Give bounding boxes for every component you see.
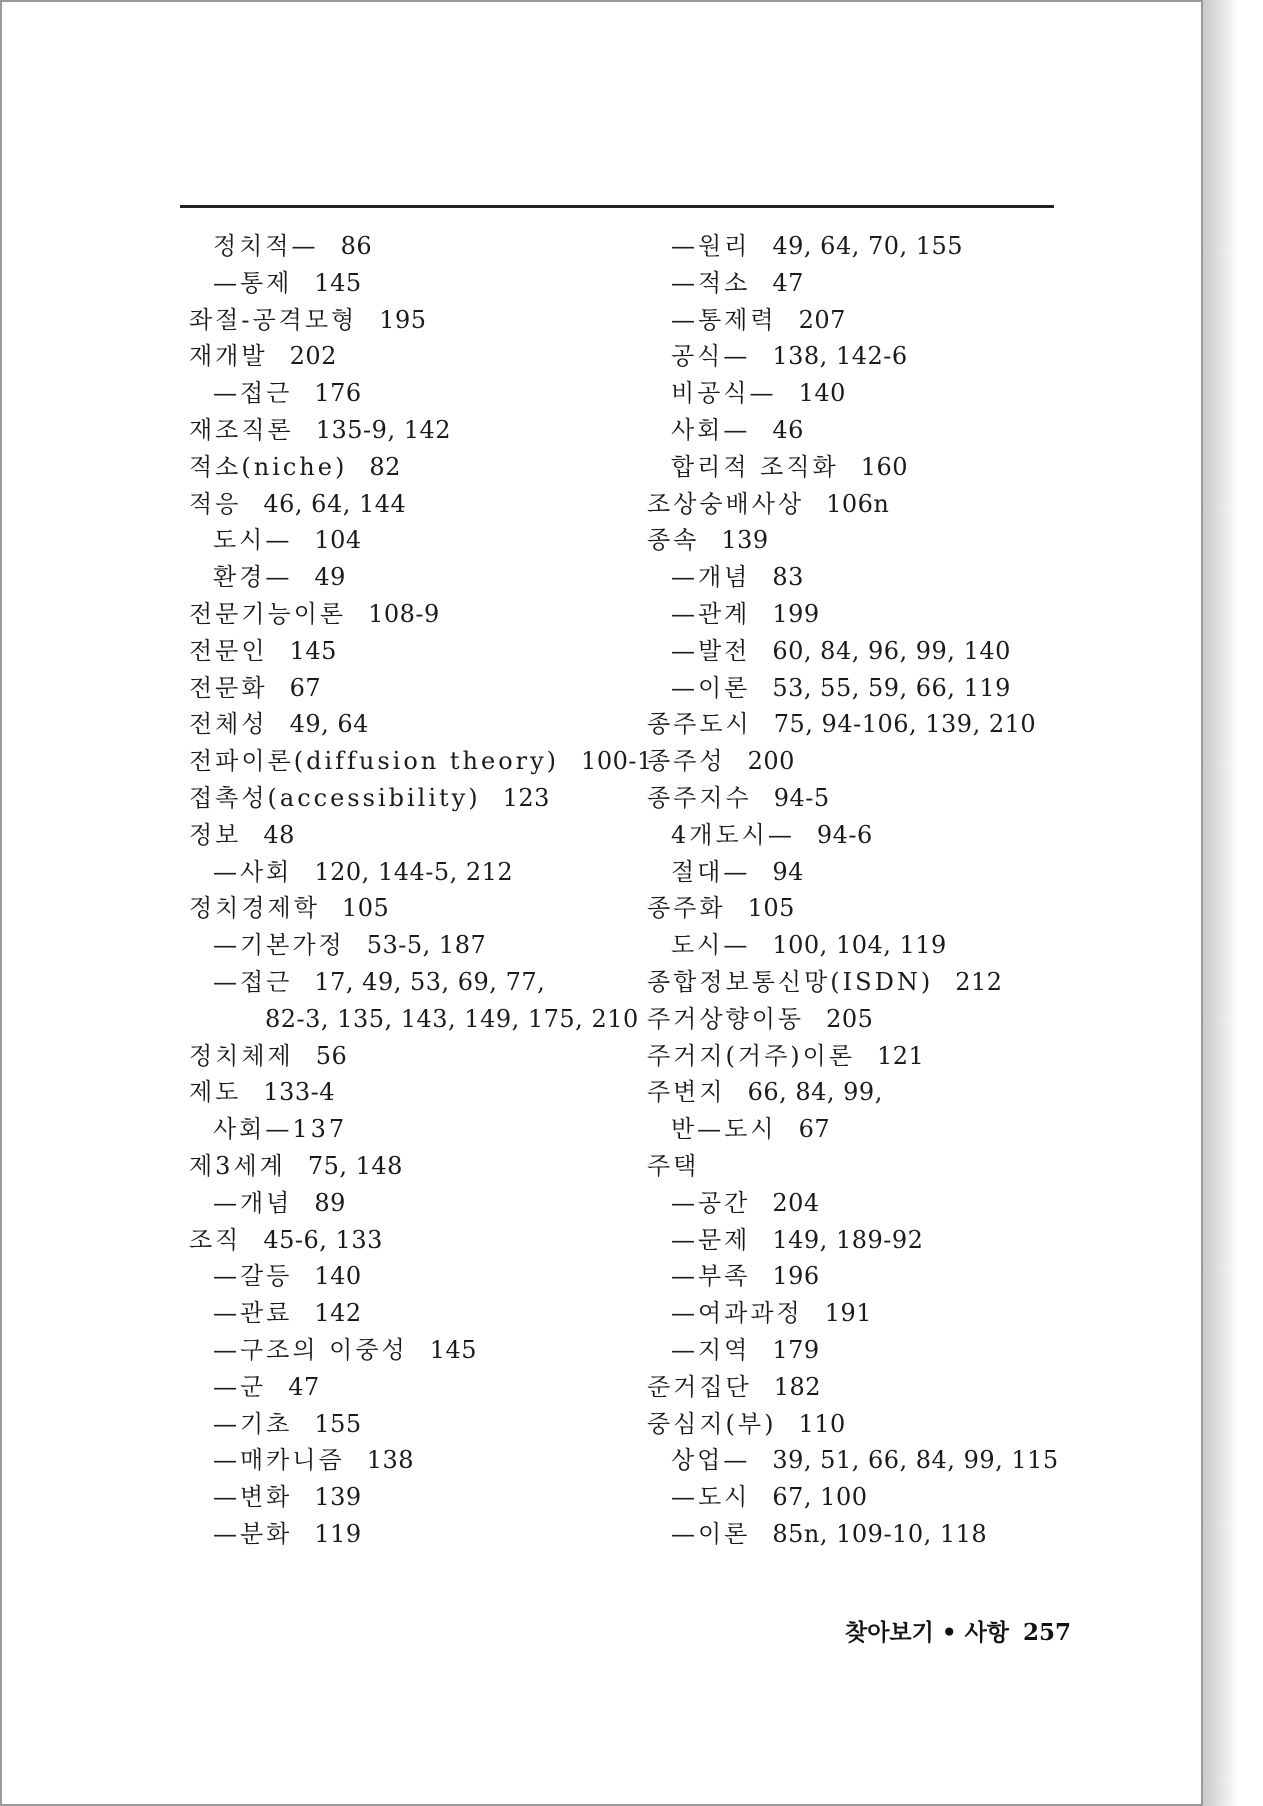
index-term: 주거상향이동 <box>647 1004 805 1033</box>
index-entry <box>189 265 619 302</box>
index-entry <box>189 780 619 817</box>
index-entry <box>189 1516 619 1553</box>
index-entry <box>647 449 1107 486</box>
index-pages: 204 <box>772 1188 820 1217</box>
index-pages: 205 <box>826 1004 874 1033</box>
index-entry <box>647 890 1107 927</box>
index-pages: 49 <box>314 563 346 592</box>
index-entry <box>647 338 1107 375</box>
index-term: —지역 <box>671 1335 751 1364</box>
index-pages: 140 <box>314 1262 362 1291</box>
index-entry <box>189 817 619 854</box>
index-entry <box>189 633 619 670</box>
index-entry <box>647 817 1107 854</box>
index-term: —공간 <box>671 1188 751 1217</box>
index-entry <box>647 780 1107 817</box>
index-pages: 160 <box>860 452 909 481</box>
index-pages: 207 <box>798 305 846 334</box>
header-rule <box>180 205 1054 208</box>
index-entry <box>647 1442 1107 1479</box>
index-entry <box>647 1369 1107 1406</box>
index-pages: 46, 64, 144 <box>263 489 407 518</box>
index-pages: 202 <box>289 342 337 371</box>
index-term: 종주도시 <box>647 710 752 739</box>
index-pages: 139 <box>721 526 769 555</box>
index-pages: 120, 144-5, 212 <box>314 857 514 886</box>
index-pages: 212 <box>955 967 1003 996</box>
index-term: 종합정보통신망(ISDN) <box>647 967 934 996</box>
index-entry <box>189 338 619 375</box>
index-term: 제3세계 <box>189 1151 286 1180</box>
page-edge-shadow <box>1203 0 1263 1806</box>
index-pages: 108-9 <box>368 599 440 628</box>
index-entry <box>647 1258 1107 1295</box>
index-term: 조직 <box>189 1225 242 1254</box>
index-entry <box>189 412 619 449</box>
index-entry <box>189 927 619 964</box>
index-entry <box>647 1479 1107 1516</box>
index-term: 정치체제 <box>189 1041 294 1070</box>
index-term: 종주성 <box>647 747 726 776</box>
index-pages: 66, 84, 99, <box>747 1078 883 1107</box>
index-pages: 106n <box>826 489 890 518</box>
index-term: —매카니즘 <box>213 1446 345 1475</box>
index-pages: 94-5 <box>773 783 830 812</box>
index-entry <box>189 890 619 927</box>
index-pages: 17, 49, 53, 69, 77, <box>314 967 546 996</box>
index-pages: 67 <box>289 673 322 702</box>
index-term: 주변지 <box>647 1078 726 1107</box>
index-pages: 83 <box>772 563 804 592</box>
index-pages: 94-6 <box>816 820 873 849</box>
index-pages: 94 <box>772 857 804 886</box>
footer-section-title: 찾아보기 • 사항 <box>845 1620 1010 1646</box>
index-entry <box>189 1406 619 1443</box>
index-pages: 49, 64, 70, 155 <box>772 232 964 260</box>
index-entry <box>647 228 1107 265</box>
index-entry <box>647 522 1107 559</box>
index-pages: 75, 94-106, 139, 210 <box>773 710 1037 739</box>
index-pages: 105 <box>341 894 390 923</box>
index-pages: 110 <box>798 1409 846 1438</box>
index-term: —적소 <box>671 268 751 297</box>
index-entry <box>647 1406 1107 1443</box>
index-term: 재개발 <box>189 342 268 371</box>
index-entry <box>647 375 1107 412</box>
index-term: 전체성 <box>189 710 268 739</box>
index-term: 정치경제학 <box>189 894 320 923</box>
index-term: 비공식— <box>671 379 777 408</box>
index-entry <box>189 670 619 707</box>
index-term: 재조직론 <box>189 415 294 444</box>
index-pages: 47 <box>288 1372 320 1401</box>
index-entry <box>189 522 619 559</box>
index-term: —통제력 <box>671 305 777 334</box>
index-pages: 82-3, 135, 143, 149, 175, 210 <box>265 1004 639 1033</box>
index-term: 중심지(부) <box>647 1409 777 1438</box>
index-term: 사회—137 <box>213 1115 348 1144</box>
index-term: —갈등 <box>213 1262 293 1291</box>
index-term: —사회 <box>213 857 293 886</box>
index-pages: 138, 142-6 <box>772 342 908 371</box>
index-pages: 191 <box>824 1299 873 1328</box>
index-term: —관계 <box>671 599 751 628</box>
index-pages: 140 <box>798 379 846 408</box>
index-pages: 145 <box>314 268 362 297</box>
index-term: —여과과정 <box>671 1299 803 1328</box>
index-term: 접촉성(accessibility) <box>189 783 481 812</box>
index-pages: 67 <box>798 1115 831 1144</box>
index-entry <box>647 1148 1107 1185</box>
index-pages: 89 <box>314 1188 346 1217</box>
index-column-left <box>189 228 653 1553</box>
index-pages: 155 <box>314 1409 362 1438</box>
index-term: 주거지(거주)이론 <box>647 1041 856 1070</box>
index-pages: 39, 51, 66, 84, 99, 115 <box>772 1446 1059 1475</box>
index-pages: 123 <box>502 783 550 812</box>
index-pages: 196 <box>772 1262 820 1291</box>
index-term: 전문기능이론 <box>189 599 347 628</box>
index-term: 좌절-공격모형 <box>189 305 358 334</box>
index-entry <box>189 1369 619 1406</box>
index-term: —군 <box>213 1372 267 1401</box>
index-pages: 195 <box>379 305 427 334</box>
index-term: —접근 <box>213 967 293 996</box>
index-term: —구조의 이중성 <box>213 1335 408 1364</box>
index-term: —기본가정 <box>213 931 345 960</box>
index-entry <box>647 412 1107 449</box>
index-term: 사회— <box>671 415 751 444</box>
index-term: 제도 <box>189 1078 242 1107</box>
index-term: 전문화 <box>189 673 268 702</box>
index-term: 정치적— <box>213 232 319 260</box>
index-pages: 105 <box>747 894 795 923</box>
index-entry <box>189 1295 619 1332</box>
index-term: 정보 <box>189 820 242 849</box>
index-entry <box>189 1332 619 1369</box>
index-term: 합리적 조직화 <box>671 452 839 481</box>
index-pages: 49, 64 <box>289 710 369 739</box>
page-number: 257 <box>1023 1619 1072 1646</box>
index-pages: 100-1 <box>581 747 653 776</box>
index-entry <box>647 596 1107 633</box>
index-term: 적소(niche) <box>189 452 348 481</box>
index-term: 종속 <box>647 526 700 555</box>
index-entry <box>189 1074 619 1111</box>
index-entry <box>647 1295 1107 1332</box>
index-term: —발전 <box>671 636 751 665</box>
index-pages: 45-6, 133 <box>263 1225 383 1254</box>
index-entry <box>189 559 619 596</box>
index-term: 4개도시— <box>671 820 795 849</box>
index-term: —문제 <box>671 1225 751 1254</box>
index-term: 주택 <box>647 1151 700 1180</box>
index-entry <box>189 1111 619 1148</box>
index-entry <box>647 265 1107 302</box>
index-entry <box>189 228 619 265</box>
index-pages: 104 <box>314 526 362 555</box>
index-term: —원리 <box>671 232 751 260</box>
index-entry <box>647 1185 1107 1222</box>
index-entry <box>647 1516 1107 1553</box>
index-term: —도시 <box>671 1483 751 1512</box>
index-entry <box>189 596 619 633</box>
index-entry <box>647 854 1107 891</box>
index-entry <box>647 1332 1107 1369</box>
index-entry <box>189 302 619 339</box>
index-entry <box>647 1074 1107 1111</box>
index-term: —변화 <box>213 1483 293 1512</box>
index-term: 환경— <box>213 563 293 592</box>
index-pages: 53-5, 187 <box>366 931 487 960</box>
index-term: —개념 <box>213 1188 293 1217</box>
index-term: 도시— <box>671 931 751 960</box>
index-pages: 179 <box>772 1335 820 1364</box>
index-pages: 47 <box>772 268 804 297</box>
index-entry <box>647 927 1107 964</box>
index-entry <box>189 1442 619 1479</box>
page-footer <box>845 1614 1071 1647</box>
index-term: 상업— <box>671 1446 751 1475</box>
index-pages: 56 <box>315 1041 348 1070</box>
index-term: 전문인 <box>189 636 268 665</box>
index-term: 적응 <box>189 489 242 518</box>
index-column-right <box>647 228 1107 1553</box>
index-term: —분화 <box>213 1519 293 1548</box>
index-entry <box>647 670 1107 707</box>
index-pages: 145 <box>289 636 337 665</box>
index-entry <box>189 1148 619 1185</box>
index-pages: 135-9, 142 <box>315 415 452 444</box>
index-pages: 149, 189-92 <box>772 1225 924 1254</box>
index-entry <box>189 854 619 891</box>
index-entry <box>647 1111 1107 1148</box>
index-term: —부족 <box>671 1262 751 1291</box>
index-term: 공식— <box>671 342 751 371</box>
index-entry <box>647 743 1107 780</box>
index-entry <box>647 486 1107 523</box>
index-pages: 121 <box>877 1041 925 1070</box>
index-term: —기초 <box>213 1409 293 1438</box>
index-entry <box>189 486 619 523</box>
index-entry <box>189 449 619 486</box>
index-term: 조상숭배사상 <box>647 489 805 518</box>
index-pages: 145 <box>429 1335 478 1364</box>
index-pages: 138 <box>366 1446 415 1475</box>
index-term: 종주화 <box>647 894 726 923</box>
index-entry <box>189 1258 619 1295</box>
index-entry <box>189 706 619 743</box>
index-entry <box>189 375 619 412</box>
index-term: 도시— <box>213 526 293 555</box>
index-term: 준거집단 <box>647 1372 752 1401</box>
index-pages: 75, 148 <box>307 1151 403 1180</box>
index-entry <box>647 633 1107 670</box>
index-entry <box>647 964 1107 1001</box>
index-pages: 119 <box>314 1519 362 1548</box>
index-entry <box>647 1222 1107 1259</box>
index-pages: 85n, 109-10, 118 <box>772 1519 988 1548</box>
index-pages: 53, 55, 59, 66, 119 <box>772 673 1011 702</box>
index-entry <box>189 964 619 1001</box>
index-entry <box>647 302 1107 339</box>
index-pages: 82 <box>369 452 401 481</box>
index-pages: 100, 104, 119 <box>772 931 947 960</box>
index-term: 전파이론(diffusion theory) <box>189 747 560 776</box>
index-pages: 67, 100 <box>772 1483 868 1512</box>
index-term: —개념 <box>671 563 751 592</box>
index-term: —통제 <box>213 268 293 297</box>
index-entry <box>647 706 1107 743</box>
index-term: —이론 <box>671 673 751 702</box>
index-term: 절대— <box>671 857 751 886</box>
index-term: 반—도시 <box>671 1115 777 1144</box>
index-entry <box>189 1001 639 1038</box>
index-term: —이론 <box>671 1519 751 1548</box>
index-entry <box>647 1001 1107 1038</box>
index-pages: 199 <box>772 599 820 628</box>
index-pages: 48 <box>263 820 295 849</box>
index-pages: 60, 84, 96, 99, 140 <box>772 636 1011 665</box>
index-pages: 142 <box>314 1299 362 1328</box>
index-term: 종주지수 <box>647 783 752 812</box>
index-entry <box>647 559 1107 596</box>
index-pages: 46 <box>772 415 804 444</box>
index-entry <box>189 1038 619 1075</box>
index-entry <box>189 1222 619 1259</box>
index-pages: 182 <box>773 1372 822 1401</box>
index-pages: 139 <box>314 1483 362 1512</box>
index-entry <box>189 1185 619 1222</box>
index-entry <box>189 743 653 780</box>
index-term: —접근 <box>213 379 293 408</box>
index-pages: 133-4 <box>263 1078 336 1107</box>
index-entry <box>647 1038 1107 1075</box>
index-pages: 86 <box>340 232 373 260</box>
index-entry <box>189 1479 619 1516</box>
index-pages: 200 <box>747 747 795 776</box>
index-pages: 176 <box>314 379 362 408</box>
index-term: —관료 <box>213 1299 293 1328</box>
